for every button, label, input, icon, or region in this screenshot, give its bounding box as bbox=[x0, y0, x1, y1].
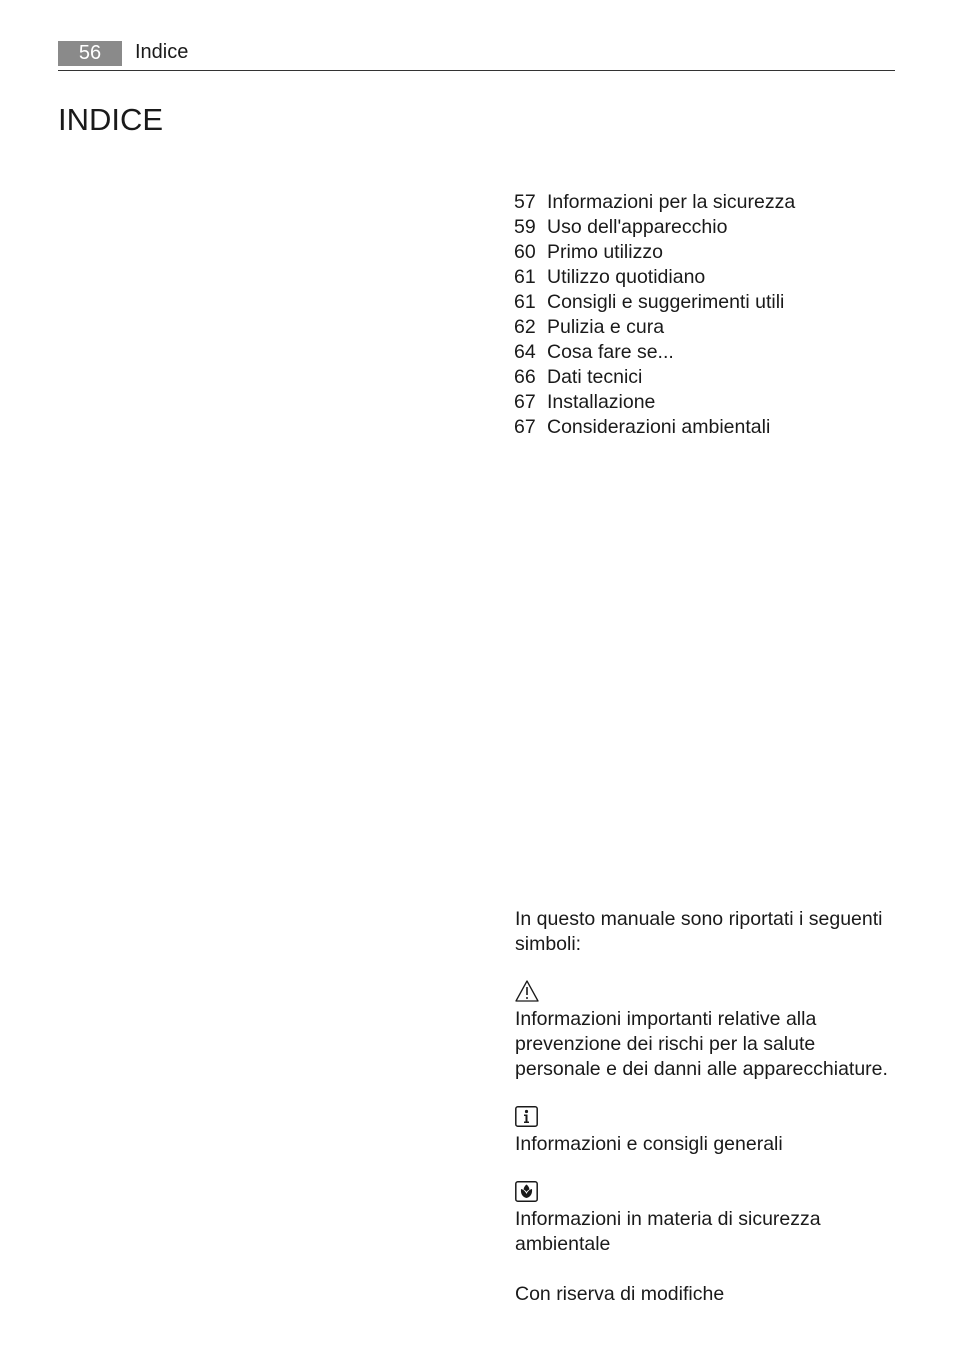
toc-entry[interactable] bbox=[514, 265, 795, 290]
toc-page: 64 bbox=[514, 341, 536, 363]
toc-page: 57 bbox=[514, 191, 536, 213]
page-title: INDICE bbox=[58, 102, 164, 137]
symbols-legend bbox=[515, 907, 895, 1307]
toc-title: Informazioni per la sicurezza bbox=[547, 191, 796, 213]
header-section-title: Indice bbox=[135, 41, 189, 63]
page-number: 56 bbox=[58, 41, 122, 66]
toc-page: 61 bbox=[514, 266, 536, 288]
toc-entry[interactable] bbox=[514, 240, 795, 265]
toc-entry[interactable] bbox=[514, 290, 795, 315]
info-symbol-text: Informazioni e consigli generali bbox=[515, 1133, 783, 1155]
toc-title: Utilizzo quotidiano bbox=[547, 266, 706, 288]
toc-entry[interactable] bbox=[514, 390, 795, 415]
toc-page: 67 bbox=[514, 416, 536, 438]
toc-title: Consigli e suggerimenti utili bbox=[547, 291, 785, 313]
toc-page: 62 bbox=[514, 316, 536, 338]
toc-page: 60 bbox=[514, 241, 536, 263]
toc-entry[interactable] bbox=[514, 340, 795, 365]
table-of-contents bbox=[514, 190, 795, 440]
toc-entry[interactable] bbox=[514, 315, 795, 340]
environment-symbol-text: Informazioni in materia di sicurezza ambientale bbox=[515, 1208, 821, 1255]
toc-title: Installazione bbox=[547, 391, 656, 413]
warning-symbol-block bbox=[515, 982, 895, 1082]
header-rule bbox=[58, 70, 895, 71]
environment-symbol-block bbox=[515, 1182, 895, 1257]
toc-title: Considerazioni ambientali bbox=[547, 416, 771, 438]
toc-page: 59 bbox=[514, 216, 536, 238]
toc-title: Primo utilizzo bbox=[547, 241, 663, 263]
info-icon bbox=[515, 1106, 538, 1134]
toc-title: Dati tecnici bbox=[547, 366, 643, 388]
footer-note: Con riserva di modifiche bbox=[515, 1283, 725, 1305]
info-symbol-block bbox=[515, 1107, 895, 1157]
warning-symbol-text: Informazioni importanti relative alla prevenzione dei rischi per la salute personale e dei danni alle apparecchiature. bbox=[515, 1008, 888, 1080]
environment-icon bbox=[515, 1181, 538, 1209]
toc-entry[interactable] bbox=[514, 365, 795, 390]
toc-page: 67 bbox=[514, 391, 536, 413]
toc-title: Pulizia e cura bbox=[547, 316, 665, 338]
toc-page: 66 bbox=[514, 366, 536, 388]
toc-title: Uso dell'apparecchio bbox=[547, 216, 728, 238]
toc-page: 61 bbox=[514, 291, 536, 313]
page-header bbox=[58, 40, 895, 72]
toc-title: Cosa fare se... bbox=[547, 341, 674, 363]
warning-triangle-icon bbox=[515, 980, 539, 1009]
toc-entry[interactable] bbox=[514, 215, 795, 240]
symbols-intro: In questo manuale sono riportati i seguenti simboli: bbox=[515, 908, 883, 955]
toc-entry[interactable] bbox=[514, 415, 795, 440]
toc-entry[interactable] bbox=[514, 190, 795, 215]
